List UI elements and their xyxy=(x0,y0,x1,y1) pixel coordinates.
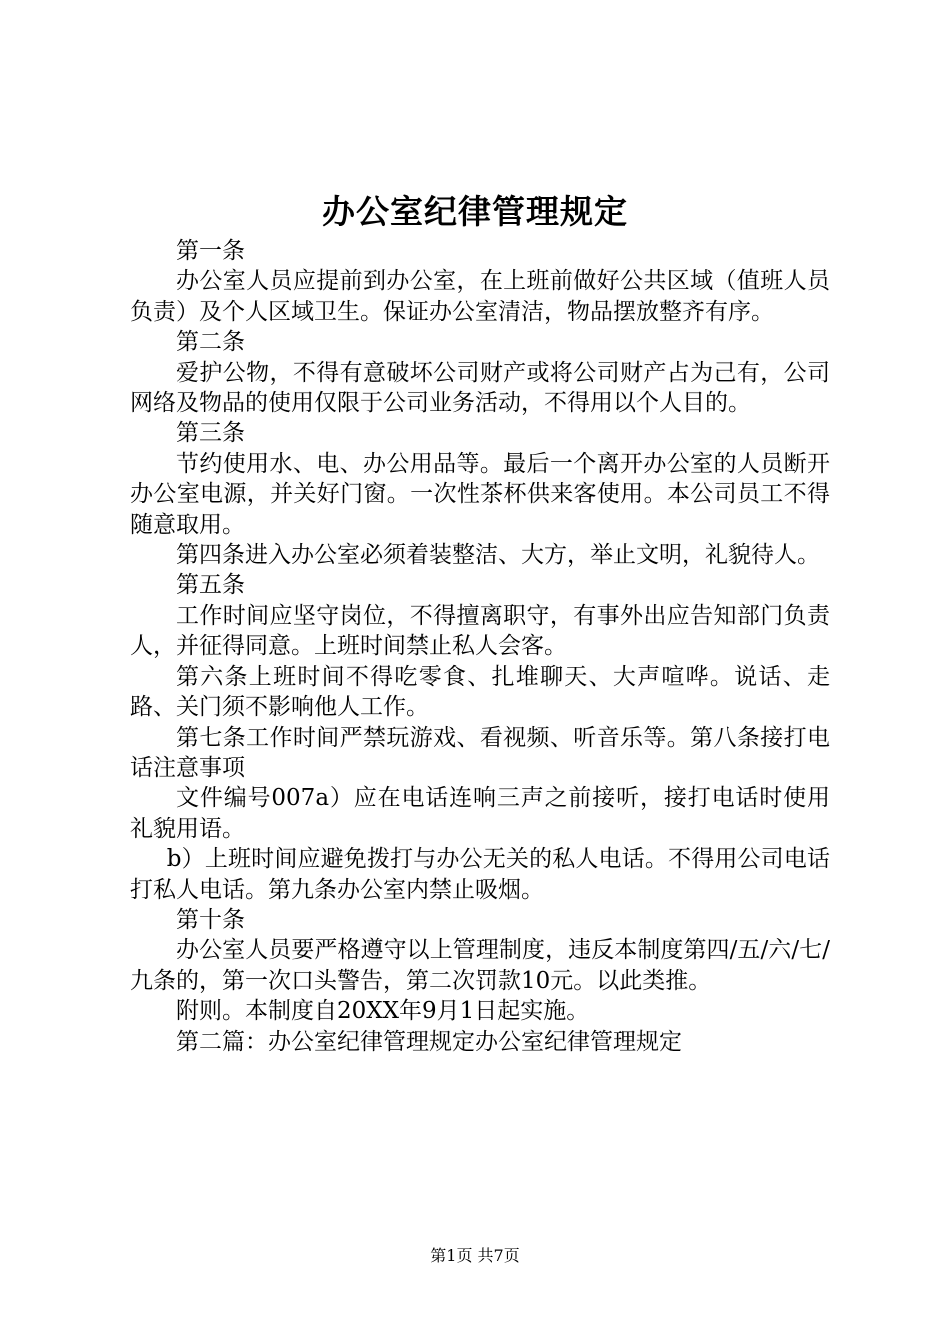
next-chapter-heading: 第二篇：办公室纪律管理规定办公室纪律管理规定 xyxy=(176,1028,682,1055)
article-text: 节约使用水、电、办公用品等。最后一个离开办公室的人员断开办公室电源，并关好门窗。一次性茶杯供来客使用。本公司员工不得随意取用。 xyxy=(130,450,830,538)
article-heading: 第二条 xyxy=(176,329,245,356)
article-text: b）上班时间应避免拨打与办公无关的私人电话。不得用公司电话打私人电话。第九条办公室内禁止吸烟。 xyxy=(130,846,830,903)
article-text: 工作时间应坚守岗位，不得擅离职守，有事外出应告知部门负责人，并征得同意。上班时间禁止私人会客。 xyxy=(130,602,830,660)
article-text: 第七条工作时间严禁玩游戏、看视频、听音乐等。第八条接打电话注意事项 xyxy=(130,724,830,781)
article-text: 爱护公物，不得有意破坏公司财产或将公司财产占为己有，公司网络及物品的使用仅限于公司业务活动，不得用以个人目的。 xyxy=(130,359,830,417)
article-text: 办公室人员应提前到办公室，在上班前做好公共区域（值班人员负责）及个人区域卫生。保证办公室清洁，物品摆放整齐有序。 xyxy=(130,268,830,325)
article-heading: 第十条 xyxy=(176,906,245,933)
appendix-text: 附则。本制度自20XX年9月1日起实施。 xyxy=(176,998,590,1025)
article-text: 第六条上班时间不得吃零食、扎堆聊天、大声喧哗。说话、走路、关门须不影响他人工作。 xyxy=(130,663,830,721)
article-heading: 第五条 xyxy=(176,572,245,599)
article-heading: 第三条 xyxy=(176,420,245,447)
article-text: 第四条进入办公室必须着装整洁、大方，举止文明，礼貌待人。 xyxy=(176,542,820,569)
document-title: 办公室纪律管理规定 xyxy=(322,192,628,231)
article-heading: 第一条 xyxy=(176,238,245,264)
page-footer: 第1页 共7页 xyxy=(430,1246,520,1265)
article-text: 办公室人员要严格遵守以上管理制度，违反本制度第四/五/六/七/九条的，第一次口头警告，第二次罚款10元。以此类推。 xyxy=(130,937,830,994)
document-body xyxy=(130,236,830,1057)
article-text: 文件编号007a）应在电话连响三声之前接听，接打电话时使用礼貌用语。 xyxy=(130,785,830,842)
